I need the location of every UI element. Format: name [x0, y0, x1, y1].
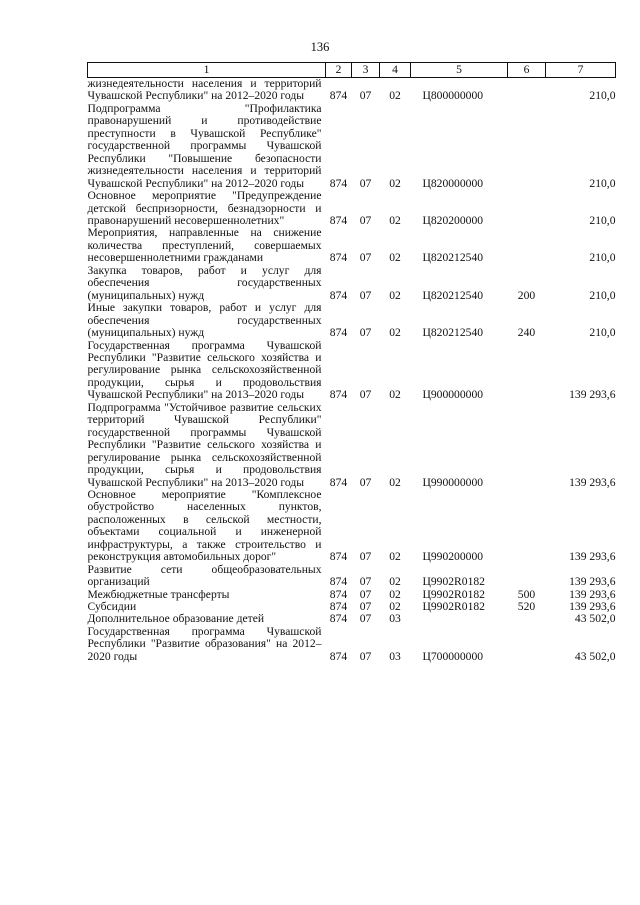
row-amount: 210,0 — [589, 326, 616, 340]
row-grbs-code: 874 — [329, 213, 348, 227]
row-amount: 210,0 — [589, 89, 616, 103]
table-row — [88, 340, 616, 402]
row-expense-type: 240 — [517, 326, 536, 340]
row-amount: 43 502,0 — [574, 612, 616, 626]
row-expense-type: 500 — [517, 587, 536, 601]
row-expense-type: 200 — [517, 288, 536, 302]
row-target-article: Ц990200000 — [422, 550, 484, 564]
row-section-code: 07 — [359, 251, 372, 265]
row-section-code: 07 — [359, 288, 372, 302]
row-amount: 210,0 — [589, 176, 616, 190]
column-number: 5 — [411, 63, 508, 78]
row-section-code: 07 — [359, 89, 372, 103]
column-number-row — [88, 63, 616, 78]
row-section-code: 07 — [359, 475, 372, 489]
row-target-article: Ц900000000 — [422, 388, 484, 402]
column-number: 2 — [326, 63, 352, 78]
table-header — [88, 63, 616, 78]
row-expense-type — [508, 626, 546, 663]
row-name: Субсидии — [87, 600, 137, 614]
table-row — [88, 103, 616, 190]
row-grbs-code: 874 — [329, 587, 348, 601]
row-grbs-code: 874 — [329, 288, 348, 302]
row-subsection-code: 02 — [389, 288, 401, 302]
row-amount: 210,0 — [589, 213, 616, 227]
row-subsection-code: 02 — [389, 176, 401, 190]
row-name: Межбюджетные трансферты — [87, 587, 230, 601]
row-subsection-code: 02 — [389, 89, 401, 103]
row-subsection-code: 02 — [389, 388, 401, 402]
row-expense-type — [508, 227, 546, 264]
row-subsection-code: 02 — [389, 587, 401, 601]
table-row — [88, 489, 616, 564]
row-grbs-code: 874 — [329, 326, 348, 340]
row-grbs-code: 874 — [329, 575, 348, 589]
row-expense-type — [508, 190, 546, 227]
row-target-article: Ц820000000 — [422, 176, 484, 190]
row-target-article: Ц700000000 — [422, 649, 484, 663]
column-number: 1 — [88, 63, 326, 78]
row-expense-type — [508, 613, 546, 625]
row-expense-type: 520 — [517, 600, 536, 614]
row-grbs-code: 874 — [329, 89, 348, 103]
row-section-code: 07 — [359, 326, 372, 340]
row-grbs-code: 874 — [329, 475, 348, 489]
row-target-article: Ц820212540 — [422, 326, 484, 340]
row-name: жизнедеятельности населения и территорий Чувашской Республики" на 2012–2020 годы — [87, 77, 322, 103]
table-row — [88, 402, 616, 489]
table-row — [88, 78, 616, 103]
row-target-article: Ц800000000 — [422, 89, 484, 103]
row-subsection-code: 02 — [389, 475, 401, 489]
row-expense-type — [508, 340, 546, 402]
row-name: Иные закупки товаров, работ и услуг для обеспечения государственных (муниципальных) нужд — [87, 301, 322, 340]
row-name: Развитие сети общеобразовательных организаций — [87, 562, 322, 589]
row-section-code: 07 — [359, 587, 372, 601]
row-amount: 139 293,6 — [569, 475, 616, 489]
row-subsection-code: 03 — [389, 612, 401, 626]
table-row — [88, 265, 616, 302]
row-subsection-code: 02 — [389, 575, 401, 589]
table-row — [88, 190, 616, 227]
row-amount: 139 293,6 — [569, 600, 616, 614]
column-number: 3 — [352, 63, 380, 78]
row-name: Мероприятия, направленные на снижение количества преступлений, совершаемых несовершеннолетними гражданами — [87, 226, 322, 265]
row-target-article: Ц9902R0182 — [422, 587, 485, 601]
row-target-article: Ц820212540 — [422, 251, 484, 265]
row-name: Дополнительное образование детей — [87, 612, 265, 626]
row-grbs-code: 874 — [329, 649, 348, 663]
column-number: 4 — [380, 63, 411, 78]
column-number: 6 — [508, 63, 546, 78]
row-name: Подпрограмма "Профилактика правонарушений и противодействие преступности в Чувашской Республике" государственной программы Чувашской Республики "Повышение безопасности жизнедеятельности населения и территорий Чувашской Республики" на 2012–2020 годы — [87, 101, 322, 190]
row-expense-type — [508, 564, 546, 589]
row-expense-type — [508, 103, 546, 190]
row-grbs-code: 874 — [329, 600, 348, 614]
row-amount: 139 293,6 — [569, 575, 616, 589]
row-grbs-code: 874 — [329, 550, 348, 564]
table-row — [88, 302, 616, 339]
row-section-code: 07 — [359, 612, 372, 626]
row-grbs-code: 874 — [329, 251, 348, 265]
row-amount: 43 502,0 — [574, 649, 616, 663]
row-name: Закупка товаров, работ и услуг для обеспечения государственных (муниципальных) нужд — [87, 263, 322, 302]
row-subsection-code: 02 — [389, 251, 401, 265]
row-amount: 139 293,6 — [569, 388, 616, 402]
row-amount: 210,0 — [589, 251, 616, 265]
row-target-article: Ц820200000 — [422, 213, 484, 227]
row-grbs-code: 874 — [329, 612, 348, 626]
row-name: Подпрограмма "Устойчивое развитие сельских территорий Чувашской Республики" государственной программы Чувашской Республики "Развитие сельского хозяйства и регулирование рынка сельскохозяйственной продукции, сырья и продовольствия Чувашской Республики" на 2013–2020 годы — [87, 400, 322, 489]
row-amount: 139 293,6 — [569, 587, 616, 601]
row-subsection-code: 02 — [389, 550, 401, 564]
row-target-article — [411, 613, 508, 625]
row-section-code: 07 — [359, 600, 372, 614]
table-row — [88, 227, 616, 264]
budget-table — [87, 62, 616, 663]
table-row — [88, 564, 616, 589]
row-name: Государственная программа Чувашской Республики "Развитие образования" на 2012–2020 годы — [87, 624, 322, 663]
row-name: Основное мероприятие "Предупреждение детской беспризорности, безнадзорности и правонарушений несовершеннолетних" — [87, 189, 322, 227]
row-name: Основное мероприятие "Комплексное обустройство населенных пунктов, расположенных в сельской местности, объектами социальной и инженерной инфраструктуры, а также строительство и реконструкция автомобильных дорог" — [87, 487, 322, 564]
row-expense-type — [508, 78, 546, 103]
row-subsection-code: 03 — [389, 649, 401, 663]
column-number: 7 — [546, 63, 616, 78]
page-number: 136 — [310, 40, 330, 54]
table-body — [88, 78, 616, 664]
row-target-article: Ц9902R0182 — [422, 600, 485, 614]
row-expense-type — [508, 489, 546, 564]
row-section-code: 07 — [359, 550, 372, 564]
row-target-article: Ц820212540 — [422, 288, 484, 302]
row-section-code: 07 — [359, 176, 372, 190]
row-amount: 139 293,6 — [569, 550, 616, 564]
row-name: Государственная программа Чувашской Республики "Развитие сельского хозяйства и регулирование рынка сельскохозяйственной продукции, сырья и продовольствия Чувашской Республики" на 2013–2020 годы — [87, 338, 322, 402]
row-target-article: Ц990000000 — [422, 475, 484, 489]
row-subsection-code: 02 — [389, 326, 401, 340]
table-row — [88, 626, 616, 663]
table-row — [88, 589, 616, 601]
row-grbs-code: 874 — [329, 176, 348, 190]
row-section-code: 07 — [359, 388, 372, 402]
row-section-code: 07 — [359, 649, 372, 663]
row-subsection-code: 02 — [389, 213, 401, 227]
row-section-code: 07 — [359, 575, 372, 589]
row-grbs-code: 874 — [329, 388, 348, 402]
row-amount: 210,0 — [589, 288, 616, 302]
row-expense-type — [508, 402, 546, 489]
row-section-code: 07 — [359, 213, 372, 227]
row-subsection-code: 02 — [389, 600, 401, 614]
row-target-article: Ц9902R0182 — [422, 575, 485, 589]
